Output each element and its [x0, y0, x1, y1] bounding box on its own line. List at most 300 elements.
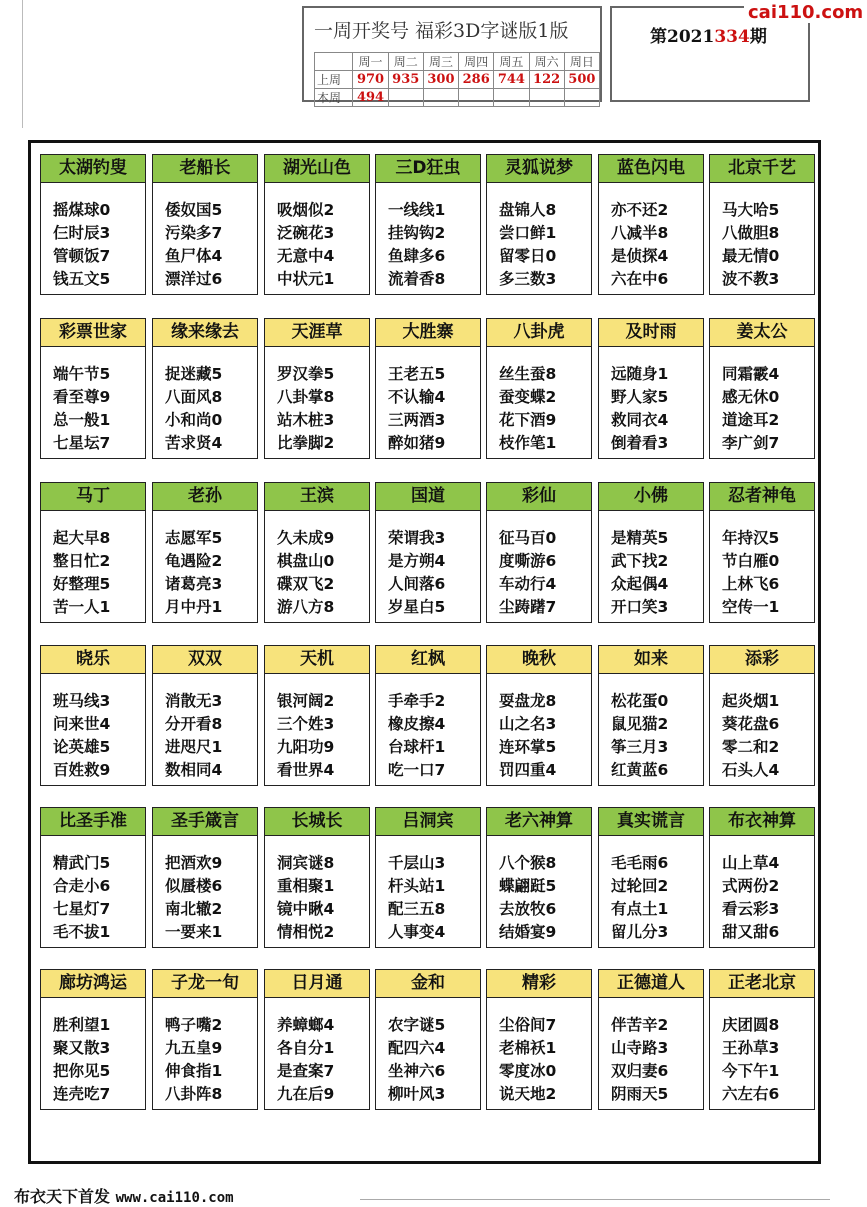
riddle-line: 月中丹1: [165, 598, 223, 616]
day-header: 周一: [353, 53, 388, 71]
card-lines: [165, 527, 222, 619]
riddle-line: 好整理5: [53, 575, 111, 593]
riddle-line: 是精英5: [611, 529, 669, 547]
riddle-line: 鱼尸体4: [165, 247, 223, 265]
riddle-line: 说天地2: [499, 1085, 557, 1103]
card-lines: [53, 363, 110, 455]
riddle-line: 无意中4: [277, 247, 335, 265]
riddle-card: [709, 318, 815, 459]
card-lines: [499, 527, 556, 619]
card-title: 国道: [376, 483, 480, 511]
riddle-line: 八卦阵8: [165, 1085, 223, 1103]
weekly-draw-title: 一周开奖号 福彩3D字谜版1版: [314, 20, 569, 42]
riddle-line: 问来世4: [53, 715, 111, 733]
card-title: 添彩: [710, 646, 814, 674]
riddle-line: 荣谓我3: [388, 529, 446, 547]
riddle-line: 起炎烟1: [722, 692, 780, 710]
card-lines: [165, 199, 222, 291]
draw-number: 300: [423, 71, 458, 89]
riddle-line: 挂钩钩2: [388, 224, 446, 242]
riddle-line: 八面风8: [165, 388, 223, 406]
riddle-line: 过轮回2: [611, 877, 669, 895]
riddle-line: 九阳功9: [277, 738, 335, 756]
riddle-line: 罗汉拳5: [277, 365, 335, 383]
card-lines: [277, 363, 334, 455]
riddle-line: 王老五5: [388, 365, 446, 383]
riddle-line: 征马百0: [499, 529, 557, 547]
riddle-line: 数相同4: [165, 761, 223, 779]
riddle-line: 空传一1: [722, 598, 780, 616]
riddle-card: [40, 807, 146, 948]
riddle-card: [264, 482, 370, 623]
riddle-card: [375, 807, 481, 948]
draw-number: 970: [353, 71, 388, 89]
riddle-line: 波不教3: [722, 270, 780, 288]
riddle-line: 柳叶风3: [388, 1085, 446, 1103]
draw-number: 744: [494, 71, 529, 89]
day-header: 周三: [423, 53, 458, 71]
riddle-card: [709, 807, 815, 948]
card-title: 三D狂虫: [376, 155, 480, 183]
issue-number: [650, 22, 767, 47]
draw-number: 122: [529, 71, 564, 89]
riddle-line: 八个猴8: [499, 854, 557, 872]
card-title: 廊坊鸿运: [41, 970, 145, 998]
riddle-line: 是侦探4: [611, 247, 669, 265]
riddle-line: 分开看8: [165, 715, 223, 733]
card-title: 缘来缘去: [153, 319, 257, 347]
riddle-line: 千层山3: [388, 854, 446, 872]
riddle-line: 橡皮擦4: [388, 715, 446, 733]
card-title: 老船长: [153, 155, 257, 183]
riddle-line: 阴雨天5: [611, 1085, 669, 1103]
footer: [14, 1184, 234, 1207]
riddle-line: 似蜃楼6: [165, 877, 223, 895]
riddle-line: 鸭子嘴2: [165, 1016, 223, 1034]
riddle-line: 山上草4: [722, 854, 780, 872]
riddle-card: [486, 318, 592, 459]
riddle-line: 留零日0: [499, 247, 557, 265]
riddle-line: 一线线1: [388, 201, 446, 219]
riddle-line: 鼠见猫2: [611, 715, 669, 733]
riddle-line: 留儿分3: [611, 923, 669, 941]
riddle-line: 把你见5: [53, 1062, 111, 1080]
riddle-line: 仨时辰3: [53, 224, 111, 242]
card-title: 姜太公: [710, 319, 814, 347]
riddle-line: 岁星白5: [388, 598, 446, 616]
this-week-row: [315, 89, 600, 107]
riddle-card: [40, 318, 146, 459]
riddle-line: 尘踌躇7: [499, 598, 557, 616]
riddle-line: 罚四重4: [499, 761, 557, 779]
riddle-line: 筝三月3: [611, 738, 669, 756]
riddle-card: [486, 645, 592, 786]
riddle-line: 情相悦2: [277, 923, 335, 941]
card-title: 蓝色闪电: [599, 155, 703, 183]
riddle-line: 庆团圆8: [722, 1016, 780, 1034]
riddle-card: [598, 969, 704, 1110]
card-title: 精彩: [487, 970, 591, 998]
riddle-line: 尘俗间7: [499, 1016, 557, 1034]
riddle-line: 泛碗花3: [277, 224, 335, 242]
card-title: 八卦虎: [487, 319, 591, 347]
card-title: 天涯草: [265, 319, 369, 347]
riddle-card: [375, 318, 481, 459]
riddle-line: 端午节5: [53, 365, 111, 383]
riddle-line: 七星坛7: [53, 434, 111, 452]
card-lines: [388, 199, 445, 291]
riddle-line: 上林飞6: [722, 575, 780, 593]
riddle-line: 污染多7: [165, 224, 223, 242]
riddle-card: [152, 807, 258, 948]
day-header: 周日: [564, 53, 599, 71]
draw-number: 935: [388, 71, 423, 89]
draw-number: [423, 89, 458, 107]
riddle-line: 车动行4: [499, 575, 557, 593]
riddle-card: [486, 969, 592, 1110]
last-week-label: 上周: [315, 71, 353, 89]
riddle-line: 台球杆1: [388, 738, 446, 756]
card-title: 彩仙: [487, 483, 591, 511]
riddle-line: 山寺路3: [611, 1039, 669, 1057]
riddle-line: 醉如猪9: [388, 434, 446, 452]
riddle-line: 多三数3: [499, 270, 557, 288]
day-header: 周五: [494, 53, 529, 71]
card-lines: [53, 199, 110, 291]
riddle-card: [264, 318, 370, 459]
card-lines: [165, 363, 222, 455]
riddle-line: 武下找2: [611, 552, 669, 570]
card-title: 布衣神算: [710, 808, 814, 836]
riddle-line: 是方朔4: [388, 552, 446, 570]
riddle-card: [152, 154, 258, 295]
card-lines: [388, 527, 445, 619]
riddle-line: 班马线3: [53, 692, 111, 710]
riddle-line: 杆头站1: [388, 877, 446, 895]
riddle-card: [40, 154, 146, 295]
riddle-line: 坐神六6: [388, 1062, 446, 1080]
card-lines: [277, 199, 334, 291]
card-lines: [499, 852, 556, 944]
riddle-card: [40, 482, 146, 623]
card-lines: [499, 363, 556, 455]
corner-cell: [315, 53, 353, 71]
footer-text: 布衣天下首发: [14, 1187, 111, 1206]
riddle-line: 人间落6: [388, 575, 446, 593]
riddle-line: 花下酒9: [499, 411, 557, 429]
riddle-card: [375, 645, 481, 786]
riddle-line: 手牵手2: [388, 692, 446, 710]
riddle-line: 度嘶游6: [499, 552, 557, 570]
riddle-line: 丝生蚕8: [499, 365, 557, 383]
riddle-line: 亦不还2: [611, 201, 669, 219]
riddle-line: 小和尚0: [165, 411, 223, 429]
riddle-card: [40, 969, 146, 1110]
riddle-line: 看世界4: [277, 761, 335, 779]
riddle-card: [598, 645, 704, 786]
riddle-card: [152, 318, 258, 459]
card-title: 湖光山色: [265, 155, 369, 183]
riddle-line: 精武门5: [53, 854, 111, 872]
draw-number: 494: [353, 89, 388, 107]
riddle-line: 伴苦辛2: [611, 1016, 669, 1034]
card-lines: [722, 363, 779, 455]
riddle-line: 老棉袄1: [499, 1039, 557, 1057]
card-lines: [53, 1014, 110, 1106]
left-border-line: [22, 0, 23, 128]
card-lines: [53, 852, 110, 944]
card-lines: [722, 852, 779, 944]
days-row: [315, 53, 600, 71]
card-lines: [499, 1014, 556, 1106]
card-title: 圣手箴言: [153, 808, 257, 836]
card-lines: [277, 527, 334, 619]
riddle-line: 红黄蓝6: [611, 761, 669, 779]
riddle-card: [375, 969, 481, 1110]
draw-number: [388, 89, 423, 107]
riddle-line: 农字谜5: [388, 1016, 446, 1034]
card-lines: [722, 199, 779, 291]
footer-line: [360, 1199, 830, 1200]
riddle-line: 野人家5: [611, 388, 669, 406]
riddle-line: 站木桩3: [277, 411, 335, 429]
riddle-line: 各自分1: [277, 1039, 335, 1057]
riddle-line: 同霜霰4: [722, 365, 780, 383]
riddle-line: 节白雁0: [722, 552, 780, 570]
card-title: 忍者神龟: [710, 483, 814, 511]
riddle-line: 洞宾谜8: [277, 854, 335, 872]
weekly-draw-box: [302, 6, 602, 105]
card-lines: [611, 1014, 668, 1106]
riddle-card: [40, 645, 146, 786]
card-lines: [499, 199, 556, 291]
riddle-line: 久未成9: [277, 529, 335, 547]
riddle-line: 结婚宴9: [499, 923, 557, 941]
card-title: 天机: [265, 646, 369, 674]
riddle-line: 年持汉5: [722, 529, 780, 547]
riddle-line: 开口笑3: [611, 598, 669, 616]
riddle-line: 耍盘龙8: [499, 692, 557, 710]
card-title: 老六神算: [487, 808, 591, 836]
day-header: 周四: [459, 53, 494, 71]
card-lines: [388, 852, 445, 944]
card-lines: [611, 690, 668, 782]
card-lines: [388, 690, 445, 782]
riddle-line: 六在中6: [611, 270, 669, 288]
riddle-line: 三两酒3: [388, 411, 446, 429]
riddle-card: [598, 807, 704, 948]
riddle-line: 感无休0: [722, 388, 780, 406]
card-lines: [499, 690, 556, 782]
riddle-line: 苦求贤4: [165, 434, 223, 452]
riddle-line: 毛不拔1: [53, 923, 111, 941]
riddle-line: 龟遇险2: [165, 552, 223, 570]
card-lines: [388, 363, 445, 455]
riddle-line: 进咫尺1: [165, 738, 223, 756]
riddle-card: [598, 482, 704, 623]
riddle-line: 是查案7: [277, 1062, 335, 1080]
site-logo: cai110.com: [744, 2, 867, 23]
card-title: 红枫: [376, 646, 480, 674]
draw-number: 500: [564, 71, 599, 89]
riddle-line: 去放牧6: [499, 900, 557, 918]
riddle-line: 合走小6: [53, 877, 111, 895]
card-title: 长城长: [265, 808, 369, 836]
riddle-line: 道途耳2: [722, 411, 780, 429]
card-lines: [165, 1014, 222, 1106]
card-lines: [277, 1014, 334, 1106]
riddle-line: 倒着看3: [611, 434, 669, 452]
riddle-card: [709, 645, 815, 786]
riddle-line: 倭奴国5: [165, 201, 223, 219]
riddle-line: 零二和2: [722, 738, 780, 756]
card-lines: [611, 363, 668, 455]
riddle-line: 不认输4: [388, 388, 446, 406]
riddle-line: 李广剑7: [722, 434, 780, 452]
riddle-card: [264, 645, 370, 786]
riddle-card: [486, 807, 592, 948]
card-title: 日月通: [265, 970, 369, 998]
card-lines: [388, 1014, 445, 1106]
riddle-line: 总一般1: [53, 411, 111, 429]
card-title: 马丁: [41, 483, 145, 511]
issue-suffix: 期: [749, 27, 767, 47]
riddle-line: 碟双飞2: [277, 575, 335, 593]
card-title: 大胜寨: [376, 319, 480, 347]
riddle-card: [264, 969, 370, 1110]
card-title: 灵狐说梦: [487, 155, 591, 183]
riddle-line: 管顿饭7: [53, 247, 111, 265]
last-week-row: [315, 71, 600, 89]
riddle-line: 九五皇9: [165, 1039, 223, 1057]
card-title: 正德道人: [599, 970, 703, 998]
riddle-line: 捉迷藏5: [165, 365, 223, 383]
riddle-line: 苦一人1: [53, 598, 111, 616]
riddle-card: [709, 154, 815, 295]
draw-number: 286: [459, 71, 494, 89]
riddle-line: 配四六4: [388, 1039, 446, 1057]
riddle-card: [152, 969, 258, 1110]
riddle-line: 马大哈5: [722, 201, 780, 219]
riddle-line: 配三五8: [388, 900, 446, 918]
riddle-line: 式两份2: [722, 877, 780, 895]
card-lines: [722, 527, 779, 619]
riddle-line: 百姓救9: [53, 761, 111, 779]
card-title: 北京千艺: [710, 155, 814, 183]
card-title: 比圣手准: [41, 808, 145, 836]
issue-prefix: 第2021: [650, 27, 715, 47]
riddle-card: [709, 482, 815, 623]
card-title: 及时雨: [599, 319, 703, 347]
riddle-line: 一要来1: [165, 923, 223, 941]
riddle-grid: [28, 140, 821, 1164]
riddle-line: 鱼肆多6: [388, 247, 446, 265]
riddle-line: 聚又散3: [53, 1039, 111, 1057]
riddle-line: 今下午1: [722, 1062, 780, 1080]
riddle-line: 吸烟似2: [277, 201, 335, 219]
riddle-card: [264, 807, 370, 948]
riddle-line: 石头人4: [722, 761, 780, 779]
riddle-line: 棋盘山0: [277, 552, 335, 570]
card-title: 子龙一旬: [153, 970, 257, 998]
riddle-card: [598, 154, 704, 295]
riddle-line: 吃一口7: [388, 761, 446, 779]
riddle-line: 养蟑螂4: [277, 1016, 335, 1034]
this-week-label: 本周: [315, 89, 353, 107]
card-title: 正老北京: [710, 970, 814, 998]
riddle-card: [598, 318, 704, 459]
riddle-line: 松花蛋0: [611, 692, 669, 710]
riddle-line: 山之名3: [499, 715, 557, 733]
card-title: 真实谎言: [599, 808, 703, 836]
riddle-line: 比拳脚2: [277, 434, 335, 452]
card-lines: [611, 199, 668, 291]
riddle-card: [264, 154, 370, 295]
riddle-line: 毛毛雨6: [611, 854, 669, 872]
card-title: 双双: [153, 646, 257, 674]
riddle-line: 南北辙2: [165, 900, 223, 918]
riddle-line: 钱五文5: [53, 270, 111, 288]
card-lines: [722, 690, 779, 782]
riddle-card: [152, 482, 258, 623]
draw-number: [564, 89, 599, 107]
card-lines: [611, 852, 668, 944]
riddle-line: 游八方8: [277, 598, 335, 616]
riddle-line: 救同衣4: [611, 411, 669, 429]
riddle-line: 连壳吃7: [53, 1085, 111, 1103]
card-title: 小佛: [599, 483, 703, 511]
card-lines: [53, 690, 110, 782]
draw-number: [494, 89, 529, 107]
riddle-card: [486, 482, 592, 623]
riddle-line: 双归妻6: [611, 1062, 669, 1080]
riddle-line: 胜利望1: [53, 1016, 111, 1034]
riddle-line: 消散无3: [165, 692, 223, 710]
riddle-line: 零度冰0: [499, 1062, 557, 1080]
draw-number: [529, 89, 564, 107]
riddle-line: 把酒欢9: [165, 854, 223, 872]
riddle-line: 摇煤球0: [53, 201, 111, 219]
riddle-line: 八卦掌8: [277, 388, 335, 406]
riddle-line: 流着香8: [388, 270, 446, 288]
card-title: 彩票世家: [41, 319, 145, 347]
card-lines: [722, 1014, 779, 1106]
card-title: 太湖钓叟: [41, 155, 145, 183]
riddle-line: 九在后9: [277, 1085, 335, 1103]
riddle-line: 诸葛亮3: [165, 575, 223, 593]
riddle-line: 众起偶4: [611, 575, 669, 593]
riddle-line: 整日忙2: [53, 552, 111, 570]
riddle-line: 七星灯7: [53, 900, 111, 918]
riddle-line: 论英雄5: [53, 738, 111, 756]
card-title: 如来: [599, 646, 703, 674]
riddle-line: 中状元1: [277, 270, 335, 288]
riddle-line: 蝶翩跹5: [499, 877, 557, 895]
riddle-line: 尝口鲜1: [499, 224, 557, 242]
weekly-draw-table: [314, 52, 600, 107]
riddle-line: 八减半8: [611, 224, 669, 242]
card-lines: [611, 527, 668, 619]
riddle-line: 银河阔2: [277, 692, 335, 710]
riddle-line: 最无情0: [722, 247, 780, 265]
riddle-card: [486, 154, 592, 295]
riddle-line: 甜又甜6: [722, 923, 780, 941]
riddle-line: 起大早8: [53, 529, 111, 547]
riddle-line: 重相聚1: [277, 877, 335, 895]
riddle-line: 三个姓3: [277, 715, 335, 733]
riddle-line: 盘锦人8: [499, 201, 557, 219]
card-title: 晚秋: [487, 646, 591, 674]
